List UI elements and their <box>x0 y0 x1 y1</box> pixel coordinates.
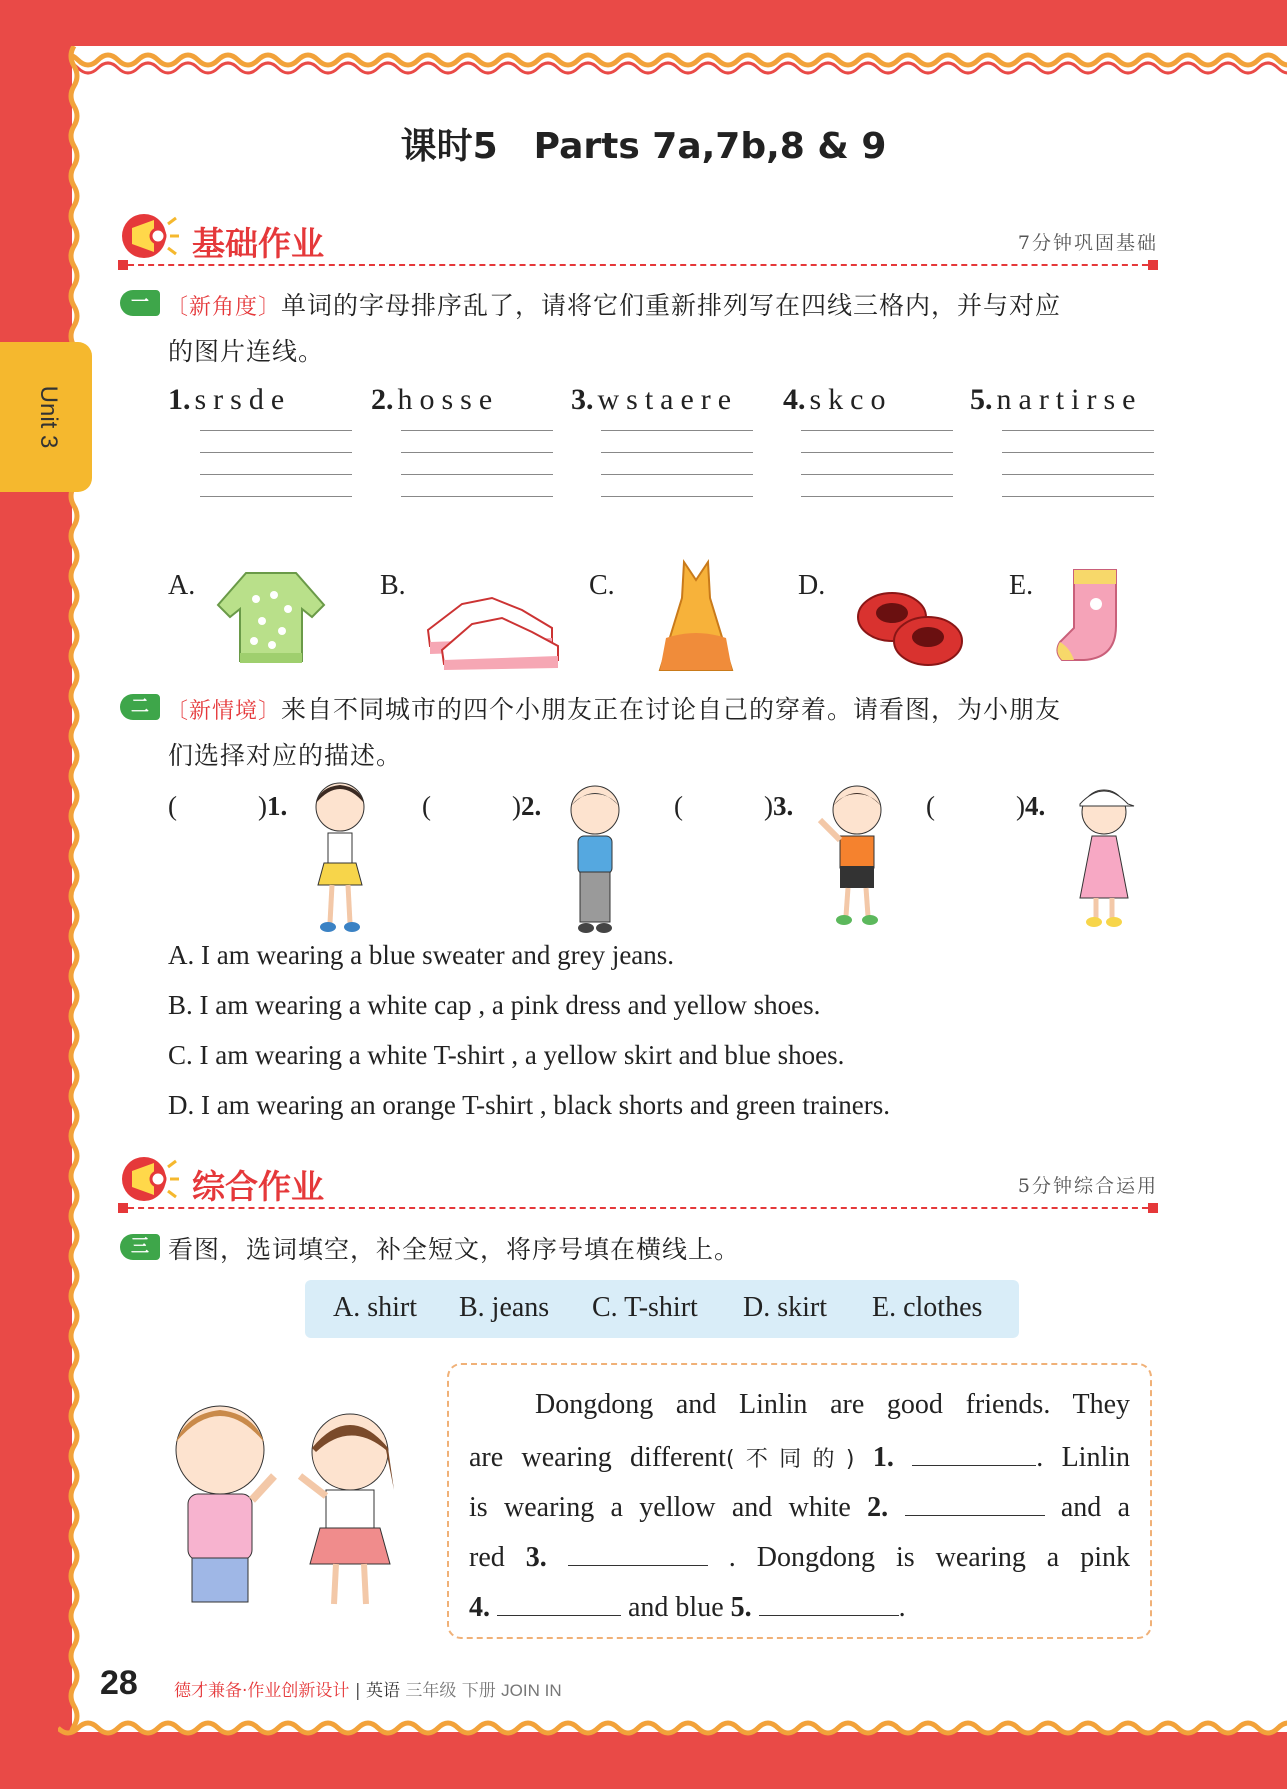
passage-line-4: red 3. . Dongdong is wearing a pink <box>469 1539 1130 1574</box>
question-badge-1: 一 <box>120 290 160 316</box>
red-shoes-icon <box>856 585 966 667</box>
dress-icon <box>656 558 736 678</box>
passage-line-3: is wearing a yellow and white 2. and a <box>469 1489 1130 1524</box>
wavy-border-top <box>58 46 1287 86</box>
horn-icon <box>118 1153 180 1205</box>
section-note: 5分钟综合运用 <box>1017 1175 1158 1197</box>
question-badge-3: 三 <box>120 1234 160 1260</box>
choice-d: D. skirt <box>743 1292 827 1323</box>
writing-lines-1[interactable] <box>200 430 352 500</box>
answer-slot-1[interactable]: ( )1. <box>168 791 288 821</box>
horn-icon <box>118 210 180 262</box>
sneakers-icon <box>422 580 562 670</box>
blank-3[interactable] <box>568 1539 708 1566</box>
picture-label-c: C. <box>589 570 615 601</box>
footer-volume: 下册 <box>461 1681 496 1701</box>
passage-line-2: are wearing different(不同的) 1. . Linlin <box>469 1439 1130 1474</box>
footer-subject: 英语 <box>365 1681 400 1701</box>
wavy-border-bottom <box>58 1706 1287 1746</box>
page-number: 28 <box>100 1664 138 1702</box>
unit-tab-label: Unit 3 <box>35 385 62 449</box>
option-d: D. I am wearing an orange T-shirt , black shorts and green trainers. <box>168 1090 891 1120</box>
scrambled-word-1: 1. srsde <box>168 383 292 416</box>
boy-orange-tshirt-icon <box>812 780 902 930</box>
choice-a: A. shirt <box>333 1292 417 1323</box>
fill-in-passage <box>447 1363 1152 1639</box>
scrambled-word-4: 4. skco <box>783 383 893 416</box>
section-label: 基础作业 <box>192 224 324 263</box>
picture-label-a: A. <box>168 570 196 601</box>
writing-lines-2[interactable] <box>401 430 553 500</box>
girl-pink-dress-icon <box>1064 780 1144 930</box>
question-3-text: 看图，选词填空，补全短文，将序号填在横线上。 <box>168 1235 741 1264</box>
picture-label-b: B. <box>380 570 406 601</box>
scrambled-word-2: 2. hosse <box>371 383 500 416</box>
boy-blue-sweater-icon <box>560 780 630 940</box>
answer-slot-4[interactable]: ( )4. <box>926 791 1046 821</box>
unit-side-tab <box>0 342 92 492</box>
picture-label-e: E. <box>1009 570 1034 601</box>
girl-yellow-skirt-icon <box>300 775 380 935</box>
footer-brand: 德才兼备·作业创新设计 <box>174 1681 350 1701</box>
question-1-text <box>166 286 1061 322</box>
choice-c: C. T-shirt <box>592 1292 698 1323</box>
footer-info: 德才兼备·作业创新设计 | 英语 三年级 下册 JOIN IN <box>174 1681 562 1701</box>
scrambled-word-5: 5. nartirse <box>970 383 1143 416</box>
answer-slot-2[interactable]: ( )2. <box>422 791 542 821</box>
word-choice-box <box>305 1280 1019 1338</box>
question-2-line1: 来自不同城市的四个小朋友正在讨论自己的穿着。请看图，为小朋友 <box>281 695 1062 724</box>
option-a: A. I am wearing a blue sweater and grey jeans. <box>168 940 675 970</box>
blank-4[interactable] <box>497 1589 621 1616</box>
scrambled-word-3: 3. wstaere <box>571 383 739 416</box>
dongdong-linlin-illustration <box>150 1380 420 1620</box>
question-1-line2: 的图片连线。 <box>168 337 325 366</box>
blank-1[interactable] <box>912 1439 1036 1466</box>
blank-5[interactable] <box>759 1589 899 1616</box>
sock-icon <box>1052 566 1122 666</box>
writing-lines-4[interactable] <box>801 430 953 500</box>
section-divider <box>118 264 1158 266</box>
lesson-title: 课时5 Parts 7a,7b,8 & 9 <box>400 126 887 167</box>
writing-lines-5[interactable] <box>1002 430 1154 500</box>
question-tag: 〔新情境〕 <box>166 699 282 724</box>
option-c: C. I am wearing a white T-shirt , a yellow skirt and blue shoes. <box>168 1040 845 1070</box>
question-badge-2: 二 <box>120 694 160 720</box>
choice-b: B. jeans <box>459 1292 550 1323</box>
question-1-line1: 单词的字母排序乱了，请将它们重新排列写在四线三格内，并与对应 <box>281 291 1062 320</box>
section-divider <box>118 1207 1158 1209</box>
section-label: 综合作业 <box>192 1167 324 1206</box>
writing-lines-3[interactable] <box>601 430 753 500</box>
blank-2[interactable] <box>905 1489 1045 1516</box>
passage-line-1: Dongdong and Linlin are good friends. They <box>535 1389 1130 1420</box>
question-2-text <box>166 690 1061 726</box>
choice-e: E. clothes <box>872 1292 983 1323</box>
option-b: B. I am wearing a white cap , a pink dress and yellow shoes. <box>168 990 821 1020</box>
passage-line-5: 4. and blue 5. . <box>469 1589 1130 1624</box>
section-note: 7分钟巩固基础 <box>1017 232 1158 254</box>
section-header-comprehensive <box>118 1153 1158 1213</box>
section-header-basic <box>118 210 1158 270</box>
question-2-line2: 们选择对应的描述。 <box>168 741 403 770</box>
picture-label-d: D. <box>798 570 826 601</box>
sweater-icon <box>216 565 326 670</box>
wavy-border-left <box>58 46 98 1746</box>
question-tag: 〔新角度〕 <box>166 295 282 320</box>
answer-slot-3[interactable]: ( )3. <box>674 791 794 821</box>
footer-grade: 三年级 <box>405 1681 457 1701</box>
footer-edition: JOIN IN <box>501 1681 562 1700</box>
